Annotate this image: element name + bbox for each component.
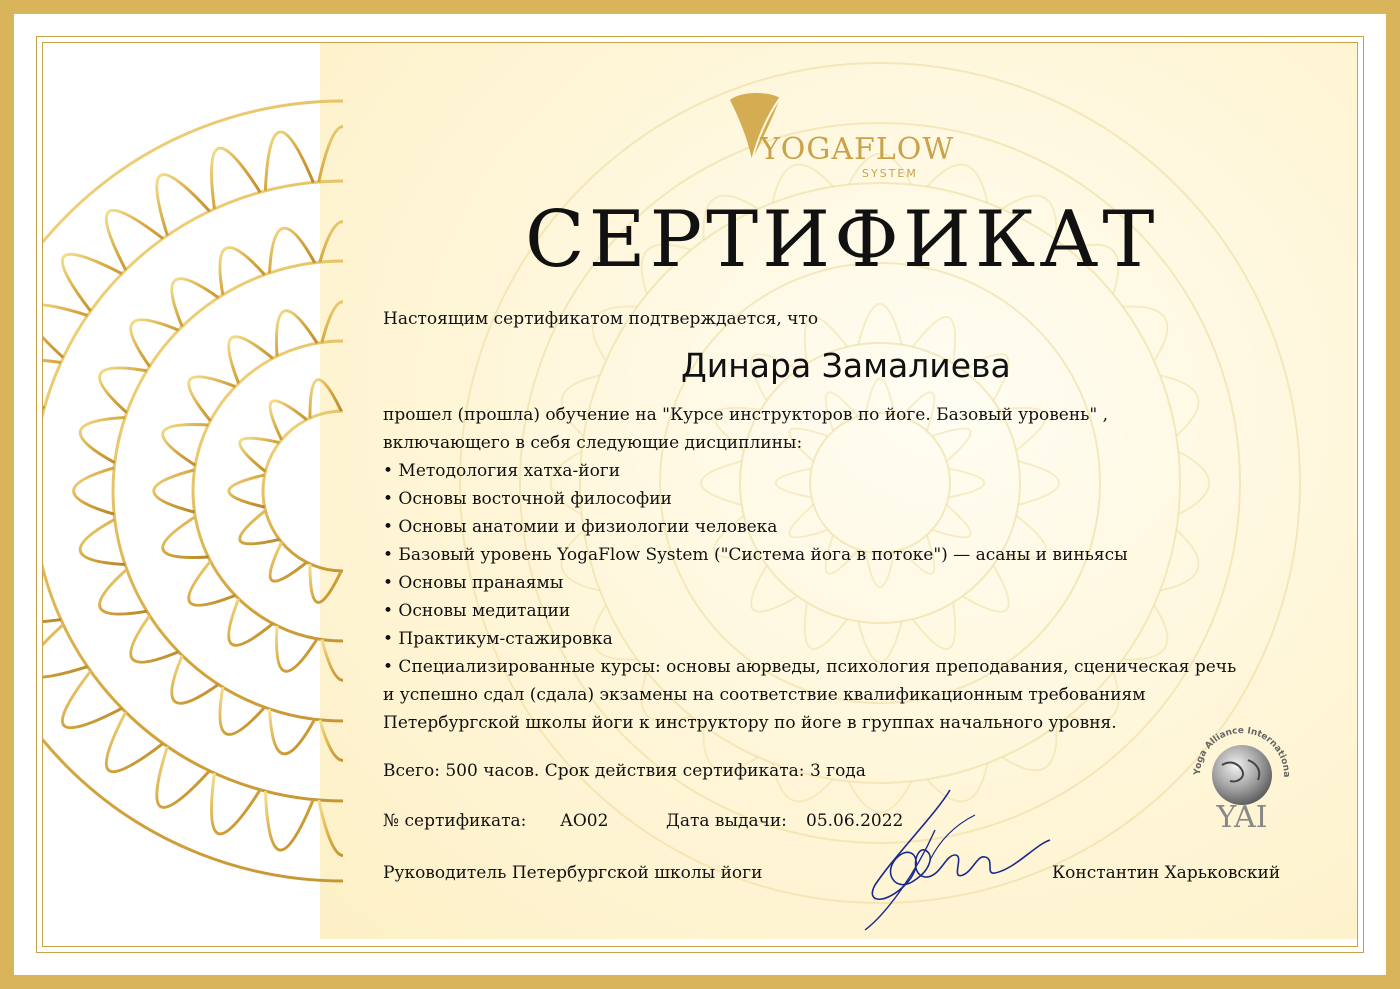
discipline-item: • Основы медитации [383, 601, 571, 621]
course-line-1: прошел (прошла) обучение на "Курсе инструкторов по йоге. Базовый уровень" , [383, 405, 1109, 425]
course-line-2: включающего в себя следующие дисциплины: [383, 433, 803, 453]
certificate-number-value: АО02 [560, 811, 609, 831]
recipient-name: Динара Замалиева [681, 346, 1011, 385]
exam-line-1: и успешно сдал (сдала) экзамены на соответствие квалификационным требованиям [383, 685, 1146, 705]
discipline-item: • Методология хатха-йоги [383, 461, 621, 481]
seal-abbreviation: YAI [1216, 800, 1268, 835]
discipline-item: • Основы пранаямы [383, 573, 564, 593]
logo-text: YOGAFLOW [760, 132, 955, 167]
signer-name: Константин Харьковский [1052, 863, 1281, 883]
logo-subtitle: SYSTEM [862, 167, 918, 180]
discipline-item: • Основы восточной философии [383, 489, 672, 509]
discipline-item: • Практикум-стажировка [383, 629, 613, 649]
yoga-alliance-seal [1180, 715, 1305, 835]
issue-date-value: 05.06.2022 [806, 811, 904, 831]
yogaflow-logo [722, 90, 955, 185]
discipline-item: • Специализированные курсы: основы аюрведы, психология преподавания, сценическая речь [383, 657, 1237, 677]
intro-text: Настоящим сертификатом подтверждается, что [383, 309, 819, 329]
certificate-number-label: № сертификата: [383, 811, 527, 831]
issue-date-label: Дата выдачи: [666, 811, 787, 831]
hours-text: Всего: 500 часов. Срок действия сертификата: 3 года [383, 761, 866, 781]
signature-image [855, 785, 1055, 935]
signer-role: Руководитель Петербургской школы йоги [383, 863, 763, 883]
exam-line-2: Петербургской школы йоги к инструктору по йоге в группах начального уровня. [383, 713, 1117, 733]
certificate-title: СЕРТИФИКАТ [525, 195, 1159, 285]
discipline-item: • Базовый уровень YogaFlow System ("Система йога в потоке") — асаны и виньясы [383, 545, 1128, 565]
seal-ring-text: Yoga Alliance Internationa [1192, 725, 1292, 778]
discipline-item: • Основы анатомии и физиологии человека [383, 517, 778, 537]
